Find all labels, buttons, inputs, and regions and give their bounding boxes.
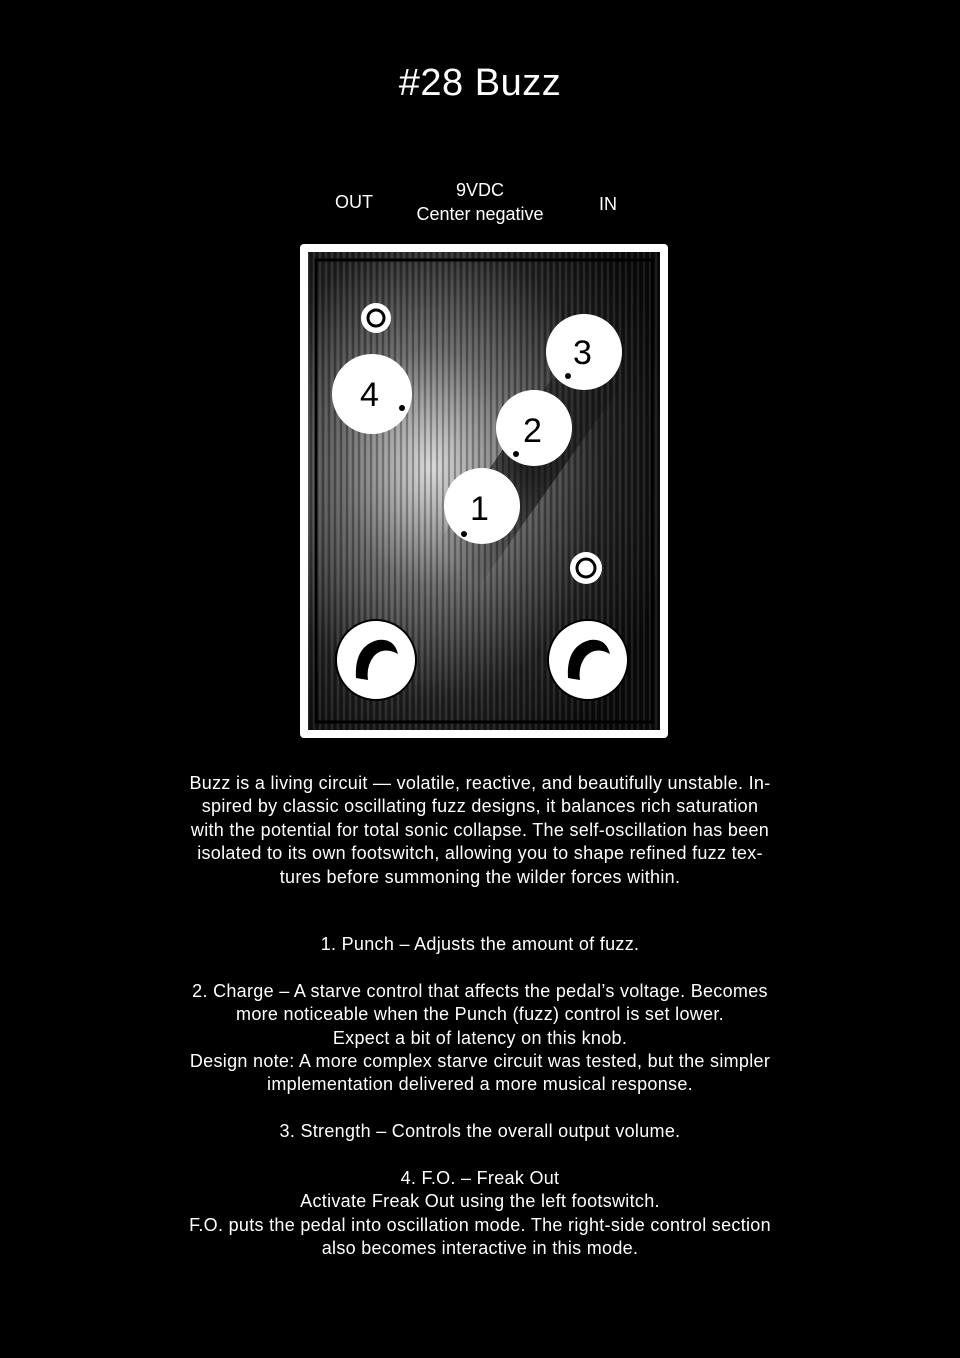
control-freak-out — [150, 1167, 810, 1261]
in-jack-label: IN — [599, 194, 617, 214]
pedal-illustration — [298, 242, 670, 740]
knob-1-label: 1 — [470, 490, 489, 528]
description-line: tures before summoning the wilder forces within. — [279, 866, 681, 887]
description-text — [150, 772, 810, 889]
description-line: Buzz is a living circuit — volatile, reactive, and beautifully unstable. In- — [189, 773, 771, 793]
control-line: Expect a bit of latency on this knob. — [332, 1027, 628, 1048]
controls-list — [150, 933, 810, 1284]
knob-3-label: 3 — [573, 334, 592, 372]
control-line: Design note: A more complex starve circuit was tested, but the simpler — [189, 1051, 771, 1072]
page-title: #28 Buzz — [398, 62, 562, 104]
description-line: isolated to its own footswitch, allowing you to shape refined fuzz tex- — [197, 843, 763, 864]
knob-2 — [496, 390, 572, 466]
control-punch — [150, 933, 810, 956]
control-charge — [150, 980, 810, 1097]
led-right-icon — [570, 552, 602, 584]
control-line: implementation delivered a more musical response. — [267, 1074, 693, 1095]
description-line: with the potential for total sonic collapse. The self-oscillation has been — [190, 819, 770, 840]
left-footswitch — [336, 620, 416, 700]
description-line: spired by classic oscillating fuzz designs, it balances rich saturation — [201, 796, 759, 817]
power-voltage-label: 9VDC — [455, 180, 504, 200]
control-line: 3. Strength – Controls the overall output volume. — [279, 1121, 681, 1142]
control-strength — [150, 1120, 810, 1143]
control-line: more noticeable when the Punch (fuzz) control is set lower. — [236, 1004, 724, 1025]
knob-4-label: 4 — [360, 376, 379, 414]
right-footswitch — [548, 620, 628, 700]
knob-2-label: 2 — [523, 412, 542, 450]
knob-4 — [332, 354, 412, 434]
control-line: 1. Punch – Adjusts the amount of fuzz. — [320, 934, 640, 954]
control-line: 2. Charge – A starve control that affects the pedal’s voltage. Becomes — [192, 980, 768, 1001]
power-polarity-label: Center negative — [416, 204, 544, 224]
control-line: F.O. puts the pedal into oscillation mode. The right-side control section — [189, 1214, 771, 1235]
power-jack-label — [380, 178, 580, 226]
control-line: Activate Freak Out using the left footswitch. — [300, 1191, 660, 1212]
pedal-photo — [298, 242, 670, 740]
control-line: also becomes interactive in this mode. — [321, 1238, 639, 1259]
control-line: 4. F.O. – Freak Out — [400, 1168, 560, 1189]
knob-1 — [444, 468, 520, 544]
led-left-icon — [361, 303, 391, 333]
out-jack-label: OUT — [335, 192, 373, 212]
knob-3 — [546, 314, 622, 390]
